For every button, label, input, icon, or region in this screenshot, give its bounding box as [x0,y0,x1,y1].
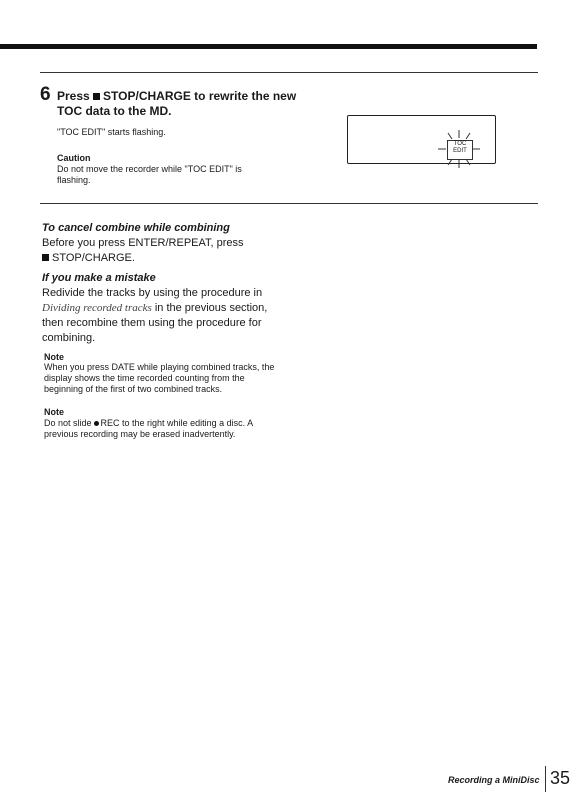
top-rule [0,44,537,49]
note1-heading: Note [44,352,64,362]
step-text: "TOC EDIT" starts flashing. [57,127,166,137]
caution-text: Do not move the recorder while "TOC EDIT" is flashing. [57,164,242,185]
dividing-tracks-reference: Dividing recorded tracks [42,302,152,314]
note2-text-before: Do not slide [44,418,92,428]
step-title-prefix: Press [57,89,90,103]
section-rule-top [40,72,538,73]
step-title-rest: STOP/CHARGE to rewrite the new TOC data to the MD. [57,89,297,118]
cancel-heading: To cancel combine while combining [42,222,230,234]
note2-heading: Note [44,407,64,417]
page-number: 35 [550,768,571,788]
footer-section-title: Recording a MiniDisc [448,775,540,785]
cancel-text-line1: Before you press ENTER/REPEAT, press [42,237,244,249]
step-title [57,89,307,119]
cancel-text [42,236,342,266]
toc-edit-indicator [447,140,473,160]
mistake-text-after: in the previous section, then recombine them using the procedure for combining. [42,302,268,344]
section-rule-bottom [40,203,538,204]
step-number: 6 [40,84,51,105]
cancel-text-line2: STOP/CHARGE. [52,252,135,264]
edit-label: EDIT [453,148,467,154]
mistake-text [42,286,277,346]
stop-icon [42,254,49,261]
caution-heading: Caution [57,153,91,163]
mistake-heading: If you make a mistake [42,272,156,284]
stop-icon [93,93,100,100]
note1-text: When you press DATE while playing combined tracks, the display shows the time recorded counting from the beginning of the first of two combined tracks. [44,362,275,394]
note2-text-after: REC to the right while editing a disc. A previous recording may be erased inadvertently. [44,418,253,439]
toc-label: TOC [453,141,467,147]
note2-text [44,418,279,440]
mistake-text-before: Redivide the tracks by using the procedure in [42,287,263,299]
page-number-divider [545,766,546,792]
record-dot-icon [94,421,99,426]
